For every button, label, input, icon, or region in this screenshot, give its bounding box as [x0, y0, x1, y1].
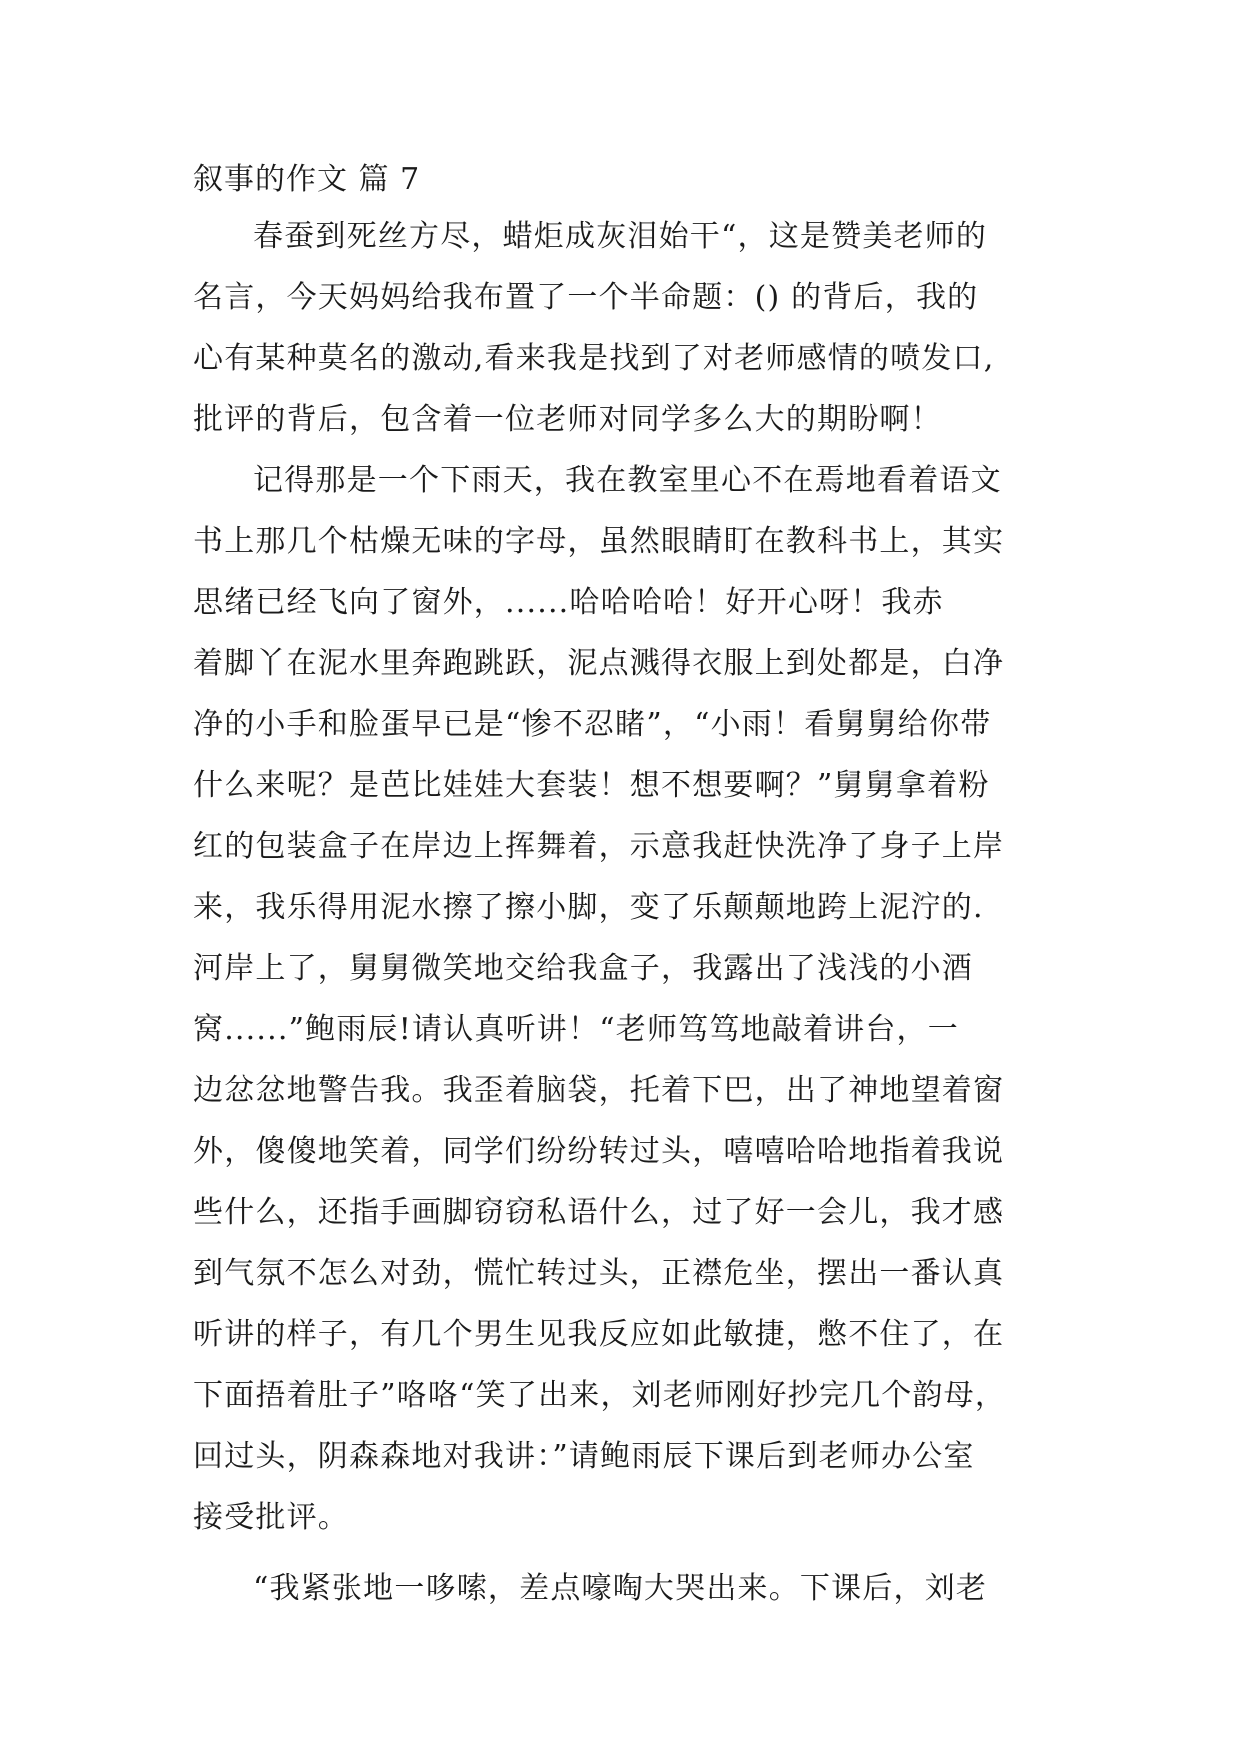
paragraph-line: 来，我乐得用泥水擦了擦小脚，变了乐颠颠地跨上泥泞的. [193, 890, 984, 925]
paragraph-line: 窝......”鲍雨辰!请认真听讲！“老师笃笃地敲着讲台，一 [193, 1012, 959, 1047]
paragraph-line: 书上那几个枯燥无味的字母，虽然眼睛盯在教科书上，其实 [193, 524, 1005, 559]
paragraph-line: 红的包装盒子在岸边上挥舞着，示意我赶快洗净了身子上岸 [193, 829, 1005, 864]
paragraph-line: 批评的背后，包含着一位老师对同学多么大的期盼啊！ [193, 402, 942, 437]
paragraph-line: 心有某种莫名的激动,看来我是找到了对老师感情的喷发口, [193, 341, 995, 376]
paragraph-line: 外，傻傻地笑着，同学们纷纷转过头，嘻嘻哈哈地指着我说 [193, 1134, 1005, 1169]
document-body [193, 160, 1053, 1619]
paragraph-line: 些什么，还指手画脚窃窃私语什么，过了好一会儿，我才感 [193, 1195, 1005, 1230]
paragraph-spacing [193, 1548, 1053, 1558]
paragraph-line: 春蚕到死丝方尽，蜡炬成灰泪始干“，这是赞美老师的 [253, 219, 988, 254]
paragraph-line: 边忿忿地警告我。我歪着脑袋，托着下巴，出了神地望着窗 [193, 1073, 1005, 1108]
paragraph-line: 河岸上了，舅舅微笑地交给我盒子，我露出了浅浅的小酒 [193, 951, 973, 986]
paragraph-3 [193, 1558, 1053, 1619]
paragraph-line: 净的小手和脸蛋早已是“惨不忍睹”，“小雨！看舅舅给你带 [193, 707, 992, 742]
paragraph-1 [193, 206, 1053, 450]
paragraph-line: 名言，今天妈妈给我布置了一个半命题：() 的背后，我的 [193, 280, 979, 315]
paragraph-line: “我紧张地一哆嗦，差点嚎啕大哭出来。下课后，刘老 [253, 1571, 988, 1606]
paragraph-line: 记得那是一个下雨天，我在教室里心不在焉地看着语文 [253, 463, 1002, 498]
paragraph-line: 回过头，阴森森地对我讲：”请鲍雨辰下课后到老师办公室 [193, 1439, 975, 1474]
paragraph-2 [193, 450, 1053, 1548]
paragraph-line: 什么来呢？是芭比娃娃大套装！想不想要啊？”舅舅拿着粉 [193, 768, 990, 803]
paragraph-line: 思绪已经飞向了窗外，......哈哈哈哈！好开心呀！我赤 [193, 585, 944, 620]
document-title: 叙事的作文 篇 7 [193, 162, 421, 197]
paragraph-line: 着脚丫在泥水里奔跑跳跃，泥点溅得衣服上到处都是，白净 [193, 646, 1005, 681]
paragraph-line: 听讲的样子，有几个男生见我反应如此敏捷，憋不住了，在 [193, 1317, 1005, 1352]
paragraph-line: 下面捂着肚子”咯咯“笑了出来，刘老师刚好抄完几个韵母， [193, 1378, 1007, 1413]
paragraph-line: 接受批评。 [193, 1500, 349, 1535]
paragraph-line: 到气氛不怎么对劲，慌忙转过头，正襟危坐，摆出一番认真 [193, 1256, 1005, 1291]
